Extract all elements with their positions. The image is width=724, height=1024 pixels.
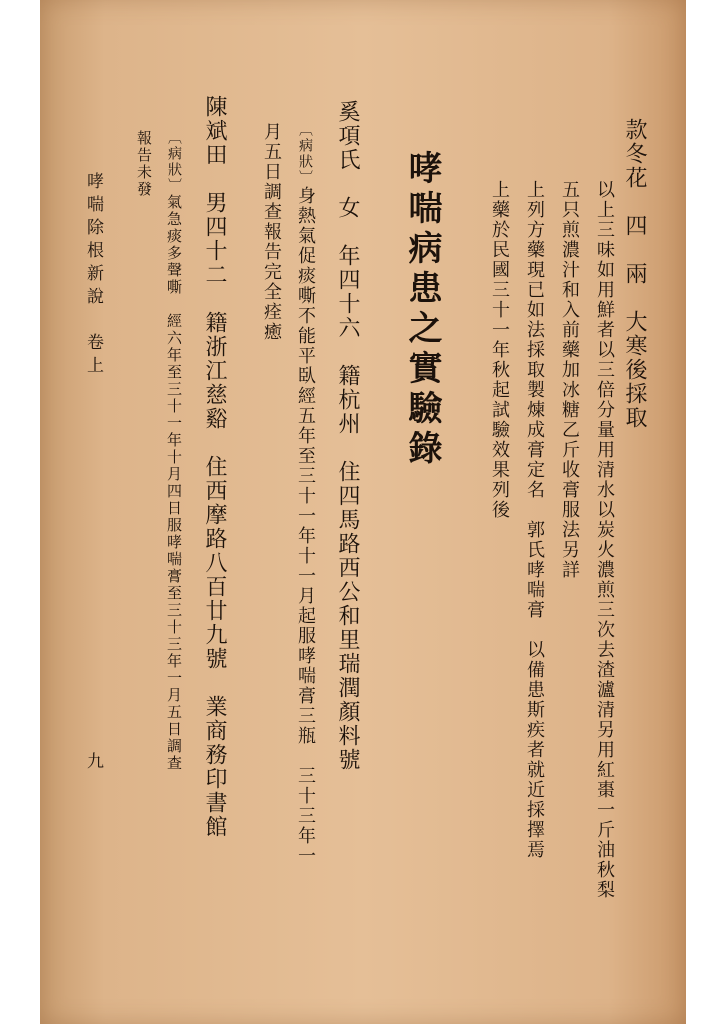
book-page: [40, 0, 686, 1024]
patient-2-result: 報告未發: [135, 130, 153, 198]
preparation-line-3: 上列方藥現已如法採取製煉成膏定名 郭氏哮喘膏 以備患斯疾者就近採擇焉: [524, 180, 545, 860]
condition-text: 氣急痰多聲嘶 經六年至三十一年十月四日服哮喘膏至三十三年一月五日調查: [165, 194, 183, 772]
section-title: 哮喘病患之實驗錄: [402, 150, 442, 470]
herb-line: 款冬花 四 兩 大寒後採取: [622, 118, 647, 430]
preparation-line-2: 五只煎濃汁和入前藥加冰糖乙斤收膏服法另詳: [559, 180, 580, 580]
patient-1-result: 月五日調查報告完全痊癒: [261, 122, 282, 342]
running-title: 哮喘除根新說 卷上: [83, 172, 103, 379]
preparation-line-1: 以上三味如用鮮者以三倍分量用清水以炭火濃煎三次去渣瀘清另用紅棗一斤油秋梨: [594, 180, 615, 900]
condition-label: 〔病狀〕: [166, 130, 182, 194]
patient-2-header: 陳斌田 男四十二 籍浙江慈谿 住西摩路八百廿九號 業商務印書館: [202, 95, 227, 839]
condition-label: 〔病狀〕: [297, 122, 313, 186]
condition-text: 身熱氣促痰嘶不能平臥經五年至三十一年十一月起服哮喘膏三瓶 三十三年一: [295, 186, 316, 866]
patient-1-condition: [296, 122, 314, 866]
patient-2-condition: [166, 130, 181, 772]
preparation-line-4: 上藥於民國三十一年秋起試驗效果列後: [489, 180, 510, 520]
patient-1-header: 奚項氏 女 年四十六 籍杭州 住四馬路西公和里瑞潤顏料號: [335, 100, 360, 772]
page-number: 九: [83, 752, 103, 775]
